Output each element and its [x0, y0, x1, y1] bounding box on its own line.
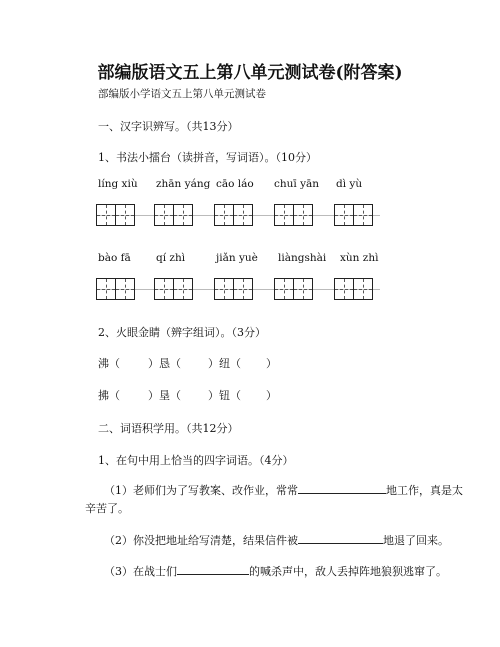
writing-box[interactable]	[214, 278, 252, 300]
question-1-heading: 1、书法小擂台（读拼音，写词语）。（10分）	[98, 151, 317, 164]
pinyin-item: liàngshài	[278, 252, 327, 264]
writing-box[interactable]	[96, 278, 134, 300]
writing-box[interactable]	[96, 204, 134, 226]
word-group-item: ）垦（	[148, 389, 181, 402]
word-group-item: ）恳（	[148, 357, 181, 370]
document-subtitle: 部编版小学语文五上第八单元测试卷	[98, 88, 266, 100]
sentence-text: 地工作，真是太	[386, 484, 463, 497]
word-group-item: ）	[266, 357, 277, 370]
pinyin-item: qí zhì	[156, 252, 186, 264]
pinyin-item: bào fā	[98, 252, 131, 264]
document-title: 部编版语文五上第八单元测试卷(附答案)	[97, 63, 403, 83]
pinyin-item: xùn zhì	[340, 252, 379, 264]
word-group-item: ）钮（	[208, 389, 241, 402]
sentence-3	[104, 563, 447, 579]
answer-blank[interactable]	[298, 543, 383, 544]
pinyin-item: cāo láo	[216, 178, 254, 190]
writing-box[interactable]	[214, 204, 252, 226]
writing-box[interactable]	[334, 204, 372, 226]
section-1-heading: 一、汉字识辨写。（共13分）	[98, 120, 239, 133]
question-2-heading: 2、火眼金睛（辨字组词）。（3分）	[98, 326, 266, 339]
word-group-item: ）纽（	[208, 357, 241, 370]
sentence-1	[104, 482, 463, 498]
answer-blank[interactable]	[177, 574, 249, 575]
word-group-item: 拂（	[98, 389, 120, 402]
word-group-item: 沸（	[98, 357, 120, 370]
sentence-text: （1）老师们为了写教案、改作业，常常	[104, 484, 298, 497]
writing-box[interactable]	[154, 204, 192, 226]
sentence-text: （2）你没把地址给写清楚，结果信件被	[104, 534, 298, 547]
sentence-text: 的喊杀声中，敌人丢掉阵地狼狈逃窜了。	[249, 565, 447, 578]
writing-box[interactable]	[274, 278, 312, 300]
pinyin-item: dì yù	[336, 178, 363, 190]
sentence-2	[104, 532, 449, 548]
writing-box[interactable]	[274, 204, 312, 226]
sentence-text: 地退了回来。	[383, 534, 449, 547]
answer-blank[interactable]	[298, 493, 386, 494]
sentence-1-continued: 辛苦了。	[85, 502, 129, 515]
sentence-text: （3）在战士们	[104, 565, 177, 578]
section-2-heading: 二、词语积学用。（共12分）	[98, 422, 239, 435]
pinyin-item: zhān yáng	[156, 178, 211, 190]
question-3-heading: 1、在句中用上恰当的四字词语。（4分）	[98, 454, 294, 467]
writing-box[interactable]	[154, 278, 192, 300]
word-group-item: ）	[266, 389, 277, 402]
pinyin-item: jiǎn yuè	[216, 252, 258, 264]
writing-box[interactable]	[334, 278, 372, 300]
pinyin-item: chuī yān	[274, 178, 320, 190]
pinyin-item: líng xiù	[98, 178, 138, 190]
